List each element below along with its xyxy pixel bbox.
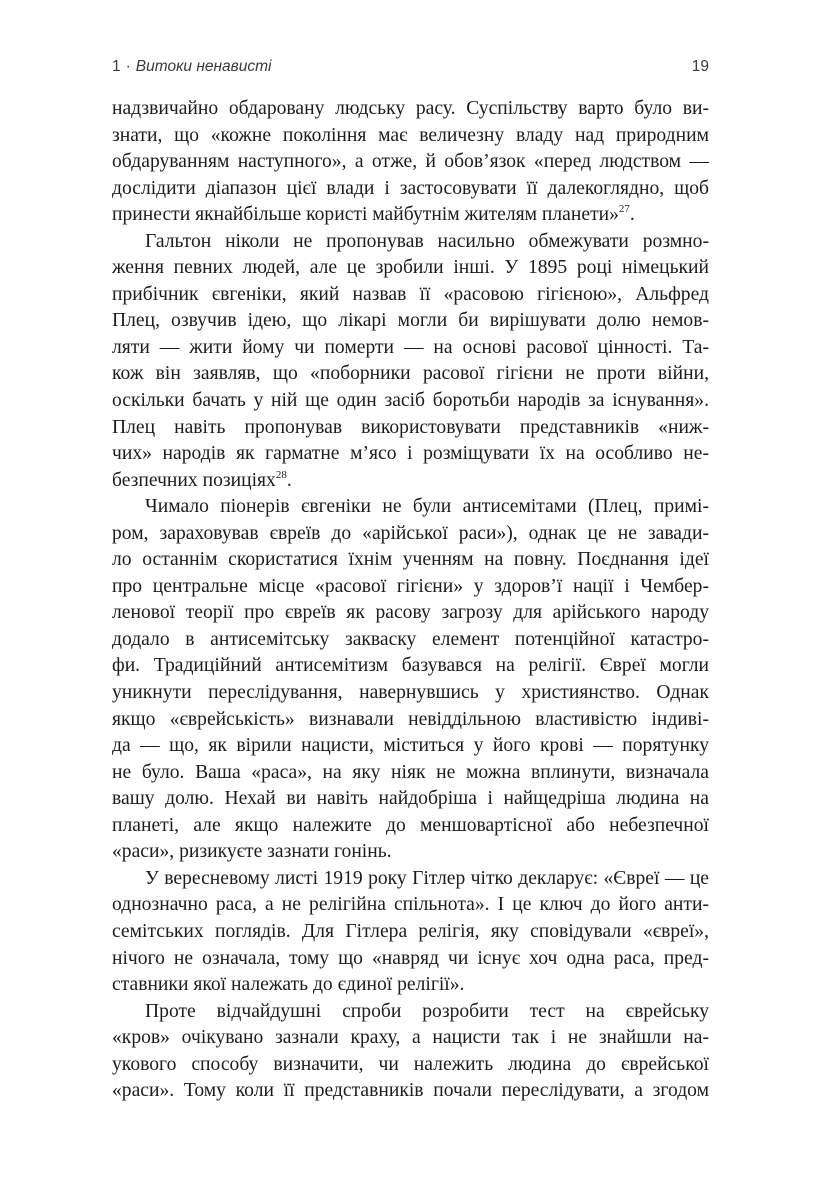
running-head [112, 58, 709, 82]
paragraph [112, 999, 709, 1105]
body-text [112, 96, 709, 1105]
line-text: «раси», ризикуєте зазнати гонінь. [112, 841, 392, 863]
line-text: ження певних людей, але це зробили інші. У 1895 році німецький [112, 257, 709, 279]
text-line [112, 415, 709, 442]
line-text: однозначно раса, а не релігійна спільнота». І це ключ до його анти- [112, 894, 709, 916]
line-text: чих» народів як гарматне м’ясо і розміщувати їх на особливо не- [112, 443, 709, 465]
text-line [112, 999, 709, 1026]
line-text: Гальтон ніколи не пропонував насильно обмежувати розмно- [145, 230, 709, 252]
line-text: планеті, але якщо належите до меншовартісної або небезпечної [112, 814, 709, 836]
line-text: знати, що «кожне покоління має величезну владу над природним [112, 124, 709, 146]
text-line [112, 866, 709, 893]
text-line [112, 494, 709, 521]
text-line [112, 96, 709, 123]
line-text-tail: . [286, 469, 292, 491]
text-line [112, 627, 709, 654]
line-text: безпечних позиціях [112, 469, 276, 491]
text-line [112, 653, 709, 680]
text-line [112, 123, 709, 150]
line-text: Чимало піонерів євгеніки не були антисемітами (Плец, примі- [145, 496, 709, 518]
line-text: якщо «єврейськість» визнавали невіддільною властивістю індиві- [112, 708, 709, 730]
text-line [112, 600, 709, 627]
text-line [112, 308, 709, 335]
line-text: «раси». Тому коли її представників почали переслідувати, а згодом [112, 1080, 709, 1102]
line-text: надзвичайно обдаровану людську расу. Суспільству варто було ви- [112, 98, 709, 119]
text-line [112, 707, 709, 734]
text-line [112, 760, 709, 787]
line-text: кож він заявляв, що «поборники расової гігієни не проти війни, [112, 363, 709, 385]
text-line [112, 547, 709, 574]
line-text: ставники якої належать до єдиної релігії». [112, 974, 465, 996]
line-text-tail: . [629, 204, 635, 226]
line-text: ром, зараховував євреїв до «арійської раси»), однак це не завади- [112, 522, 709, 544]
text-line [112, 1025, 709, 1052]
text-line [112, 813, 709, 840]
text-line [112, 733, 709, 760]
paragraph [112, 866, 709, 999]
line-text: не було. Ваша «раса», на яку ніяк не можна вплинути, визначала [112, 761, 709, 783]
line-text: вашу долю. Нехай ви навіть найдобріша і найщедріша людина на [112, 788, 709, 810]
page-number: 19 [691, 58, 709, 75]
text-line [112, 441, 709, 468]
line-text: ленової теорії про євреїв як расову загрозу для арійського народу [112, 602, 709, 624]
line-text: да — що, як вірили нацисти, міститься у його крові — порятунку [112, 735, 709, 757]
footnote-reference[interactable]: 28 [275, 468, 287, 481]
text-line [112, 202, 709, 229]
line-text: укового способу визначити, чи належить людина до єврейської [112, 1053, 709, 1075]
line-text: принести якнайбільше користі майбутнім жителям планети» [112, 204, 619, 226]
line-text: ло останнім скористатися їхнім ученням на повну. Поєднання ідеї [112, 549, 709, 571]
text-line [112, 839, 709, 866]
chapter-title: Витоки ненависті [135, 58, 272, 75]
text-line [112, 361, 709, 388]
text-line [112, 1052, 709, 1079]
paragraph [112, 96, 709, 229]
line-text: фи. Традиційний антисемітизм базувався на релігії. Євреї могли [112, 655, 709, 677]
line-text: ляти — жити йому чи померти — на основі расової цінності. Та- [112, 336, 709, 358]
line-text: семітських поглядів. Для Гітлера релігія, яку сповідували «євреї», [112, 920, 709, 942]
paragraph [112, 494, 709, 866]
text-line [112, 919, 709, 946]
text-line [112, 176, 709, 203]
header-separator: · [125, 58, 131, 75]
line-text: обдаруванням наступного», а отже, й обов’язок «перед людством — [112, 151, 709, 173]
text-line [112, 388, 709, 415]
text-line [112, 521, 709, 548]
line-text: Плец, озвучив ідею, що лікарі могли би вирішувати долю немов- [112, 310, 709, 332]
text-line [112, 282, 709, 309]
line-text: Проте відчайдушні спроби розробити тест на єврейську [145, 1000, 709, 1022]
chapter-number: 1 [112, 58, 121, 75]
paragraph [112, 229, 709, 494]
text-line [112, 972, 709, 999]
line-text: Плец навіть пропонував використовувати представників «ниж- [112, 416, 709, 438]
line-text: додало в антисемітську закваску елемент потенційної катастро- [112, 628, 709, 650]
line-text: про центральне місце «расової гігієни» у здоров’ї нації і Чембер- [112, 575, 709, 597]
footnote-reference[interactable]: 27 [618, 203, 630, 216]
text-line [112, 574, 709, 601]
text-line [112, 335, 709, 362]
line-text: У вересневому листі 1919 року Гітлер чітко декларує: «Євреї — це [145, 867, 709, 889]
text-line [112, 892, 709, 919]
line-text: дослідити діапазон цієї влади і застосовувати її далекоглядно, щоб [112, 177, 709, 199]
text-line [112, 229, 709, 256]
text-line [112, 786, 709, 813]
text-line [112, 149, 709, 176]
line-text: уникнути переслідування, навернувшись у християнство. Однак [112, 682, 709, 704]
text-line [112, 468, 709, 495]
line-text: нічого не означала, тому що «навряд чи існує хоч одна раса, пред- [112, 947, 709, 969]
line-text: «кров» очікувано зазнали краху, а нацисти так і не знайшли на- [112, 1027, 709, 1049]
text-line [112, 946, 709, 973]
text-line [112, 255, 709, 282]
line-text: оскільки бачать у ній ще один засіб боротьби народів за існування». [112, 390, 709, 412]
line-text: прибічник євгеніки, який назвав її «расовою гігієною», Альфред [112, 283, 709, 305]
text-line [112, 1078, 709, 1105]
text-line [112, 680, 709, 707]
